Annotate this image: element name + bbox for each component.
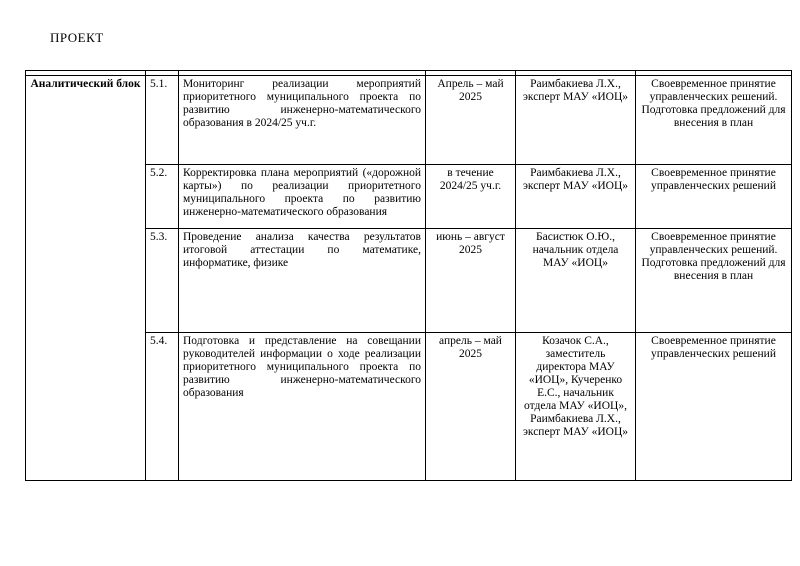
row-number: 5.2.	[146, 165, 179, 229]
responsible-cell: Раимбакиева Л.Х., эксперт МАУ «ИОЦ»	[516, 76, 636, 165]
project-plan-table	[25, 70, 792, 481]
responsible-cell: Басистюк О.Ю., начальник отдела МАУ «ИОЦ»	[516, 229, 636, 333]
row-number: 5.3.	[146, 229, 179, 333]
responsible-cell: Раимбакиева Л.Х., эксперт МАУ «ИОЦ»	[516, 165, 636, 229]
result-cell: Своевременное принятие управленческих решений	[636, 165, 792, 229]
result-cell: Своевременное принятие управленческих решений	[636, 333, 792, 481]
date-cell: апрель – май 2025	[426, 333, 516, 481]
date-cell: в течение 2024/25 уч.г.	[426, 165, 516, 229]
row-number: 5.1.	[146, 76, 179, 165]
responsible-cell: Козачок С.А., заместитель директора МАУ «ИОЦ», Кучеренко Е.С., начальник отдела МАУ «ИОЦ», Раимбакиева Л.Х., эксперт МАУ «ИОЦ»	[516, 333, 636, 481]
activity-cell: Проведение анализа качества результатов итоговой аттестации по математике, информатике, физике	[179, 229, 426, 333]
table-row	[26, 76, 792, 165]
date-cell: Апрель – май 2025	[426, 76, 516, 165]
date-cell: июнь – август 2025	[426, 229, 516, 333]
result-cell: Своевременное принятие управленческих решений. Подготовка предложений для внесения в план	[636, 229, 792, 333]
row-number: 5.4.	[146, 333, 179, 481]
activity-cell: Мониторинг реализации мероприятий приоритетного муниципального проекта по развитию инженерно-математического образования в 2024/25 уч.г.	[179, 76, 426, 165]
activity-cell: Корректировка плана мероприятий («дорожной карты») по реализации приоритетного муниципального проекта по развитию инженерно-математического образования	[179, 165, 426, 229]
block-title-cell: Аналитический блок	[26, 76, 146, 481]
activity-cell: Подготовка и представление на совещании руководителей информации о ходе реализации приоритетного муниципального проекта по развитию инженерно-математического образования	[179, 333, 426, 481]
result-cell: Своевременное принятие управленческих решений. Подготовка предложений для внесения в план	[636, 76, 792, 165]
page-title: ПРОЕКТ	[50, 30, 104, 45]
